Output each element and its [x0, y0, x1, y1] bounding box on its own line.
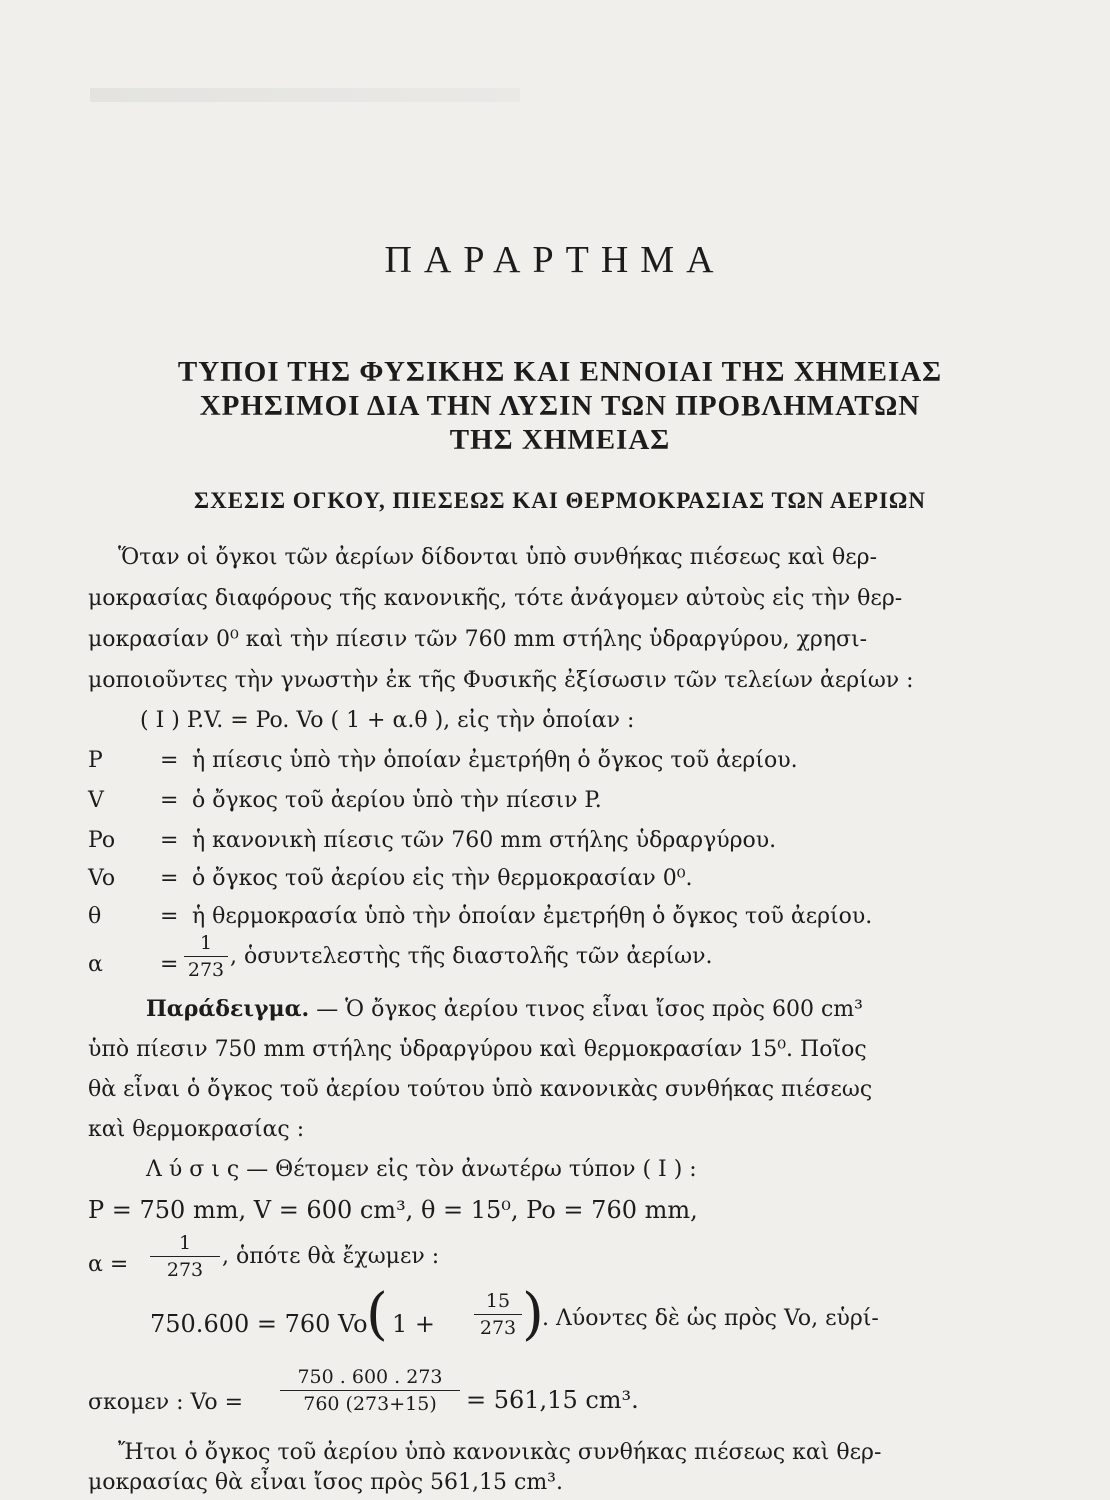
fraction-denominator: 760 (273+15)	[303, 1393, 437, 1415]
def-symbol: P	[88, 748, 103, 773]
fraction-denominator: 273	[166, 1259, 204, 1281]
solution-equation-suffix: . Λύοντες δὲ ὡς πρὸς Vo, εὑρί-	[542, 1306, 879, 1331]
solution-intro: Λ ύ σ ι ς — Θέτομεν εἰς τὸν ἀνωτέρω τύπον ( I ) :	[146, 1157, 697, 1182]
main-title-line-2: ΧΡΗΣΙΜΟΙ ΔΙΑ ΤΗΝ ΛΥΣΙΝ ΤΩΝ ΠΡΟΒΛΗΜΑΤΩΝ	[199, 390, 921, 422]
intro-line-4: μοποιοῦντες τὴν γνωστὴν ἐκ τῆς Φυσικῆς ἐξίσωσιν τῶν τελείων ἀερίων :	[88, 668, 914, 693]
equation-inner: 1 +	[392, 1310, 436, 1338]
bleed-through-ghost	[90, 88, 520, 102]
fraction-bar	[474, 1314, 522, 1315]
intro-line-2: μοκρασίας διαφόρους τῆς κανονικῆς, τότε ἀνάγομεν αὐτοὺς εἰς τὴν θερ-	[88, 586, 903, 611]
gas-law-formula: ( I ) P.V. = Po. Vo ( 1 + α.θ ), εἰς τὴν ὁποίαν :	[140, 708, 635, 733]
def-text: ὁ ὄγκος τοῦ ἀερίου ὑπὸ τὴν πίεσιν P.	[192, 788, 602, 813]
example-label: Παράδειγμα.	[146, 996, 310, 1022]
def-symbol: θ	[88, 904, 102, 929]
def-symbol: Vo	[88, 866, 116, 891]
part-title: ΠΑΡΑΡΤΗΜΑ	[384, 239, 726, 281]
def-symbol: V	[88, 788, 104, 813]
fraction-bar	[150, 1256, 220, 1257]
alpha-fraction	[184, 932, 228, 981]
equation-fraction	[474, 1290, 522, 1339]
fraction-numerator: 1	[178, 1232, 192, 1254]
def-equals: =	[160, 828, 179, 853]
def-symbol-alpha: α	[88, 952, 103, 977]
def-text: , ὁσυντελεστὴς τῆς διαστολῆς τῶν ἀερίων.	[230, 944, 713, 969]
result-prefix: σκομεν : Vo =	[88, 1390, 244, 1415]
fraction-denominator: 273	[479, 1317, 517, 1339]
solution-alpha-prefix: α =	[88, 1252, 129, 1277]
solution-values: P = 750 mm, V = 600 cm³, θ = 15⁰, Po = 760 mm,	[88, 1196, 698, 1224]
conclusion-line-1: Ἤτοι ὁ ὄγκος τοῦ ἀερίου ὑπὸ κανονικὰς συνθήκας πιέσεως καὶ θερ-	[118, 1440, 882, 1465]
def-equals: =	[160, 952, 179, 977]
example-line-4: καὶ θερμοκρασίας :	[88, 1117, 305, 1142]
solution-alpha-suffix: , ὁπότε θὰ ἔχωμεν :	[222, 1244, 440, 1269]
def-text: ἡ κανονικὴ πίεσις τῶν 760 mm στήλης ὑδραργύρου.	[192, 828, 777, 853]
result-value: = 561,15 cm³.	[466, 1386, 639, 1414]
fraction-denominator: 273	[187, 959, 225, 981]
fraction-numerator: 15	[485, 1290, 511, 1312]
close-paren: )	[522, 1282, 544, 1347]
fraction-numerator: 1	[199, 932, 213, 954]
example-line-2: ὑπὸ πίεσιν 750 mm στήλης ὑδραργύρου καὶ θερμοκρασίαν 15⁰. Ποῖος	[88, 1037, 867, 1062]
fraction-bar	[184, 956, 228, 957]
section-title: ΣΧΕΣΙΣ ΟΓΚΟΥ, ΠΙΕΣΕΩΣ ΚΑΙ ΘΕΡΜΟΚΡΑΣΙΑΣ ΤΩΝ ΑΕΡΙΩΝ	[194, 488, 926, 513]
def-text: ὁ ὄγκος τοῦ ἀερίου εἰς τὴν θερμοκρασίαν 0⁰.	[192, 866, 693, 891]
def-text: ἡ θερμοκρασία ὑπὸ τὴν ὁποίαν ἐμετρήθη ὁ ὄγκος τοῦ ἀερίου.	[192, 904, 873, 929]
solution-equation-left: 750.600 = 760 Vo	[150, 1310, 368, 1338]
solution-alpha-fraction	[150, 1232, 220, 1281]
def-equals: =	[160, 748, 179, 773]
open-paren: (	[366, 1282, 388, 1347]
def-symbol: Po	[88, 828, 116, 853]
def-equals: =	[160, 788, 179, 813]
fraction-numerator: 750 . 600 . 273	[297, 1366, 443, 1388]
fraction-bar	[280, 1390, 460, 1391]
main-title-line-1: ΤΥΠΟΙ ΤΗΣ ΦΥΣΙΚΗΣ ΚΑΙ ΕΝΝΟΙΑΙ ΤΗΣ ΧΗΜΕΙΑΣ	[177, 356, 943, 388]
def-equals: =	[160, 904, 179, 929]
intro-line-3: μοκρασίαν 0⁰ καὶ τὴν πίεσιν τῶν 760 mm στήλης ὑδραργύρου, χρησι-	[88, 627, 868, 652]
conclusion-line-2: μοκρασίας θὰ εἶναι ἴσος πρὸς 561,15 cm³.	[88, 1470, 563, 1495]
result-fraction	[280, 1366, 460, 1415]
def-text: ἡ πίεσις ὑπὸ τὴν ὁποίαν ἐμετρήθη ὁ ὄγκος τοῦ ἀερίου.	[192, 748, 798, 773]
example-text: — Ὁ ὄγκος ἀερίου τινος εἶναι ἴσος πρὸς 600 cm³	[316, 997, 863, 1022]
intro-line-1: Ὅταν οἱ ὄγκοι τῶν ἀερίων δίδονται ὑπὸ συνθήκας πιέσεως καὶ θερ-	[118, 545, 878, 570]
def-equals: =	[160, 866, 179, 891]
example-line-3: θὰ εἶναι ὁ ὄγκος τοῦ ἀερίου τούτου ὑπὸ κανονικὰς συνθήκας πιέσεως	[88, 1077, 873, 1102]
main-title-line-3: ΤΗΣ ΧΗΜΕΙΑΣ	[449, 424, 671, 456]
example-paragraph-line-1	[146, 996, 863, 1022]
